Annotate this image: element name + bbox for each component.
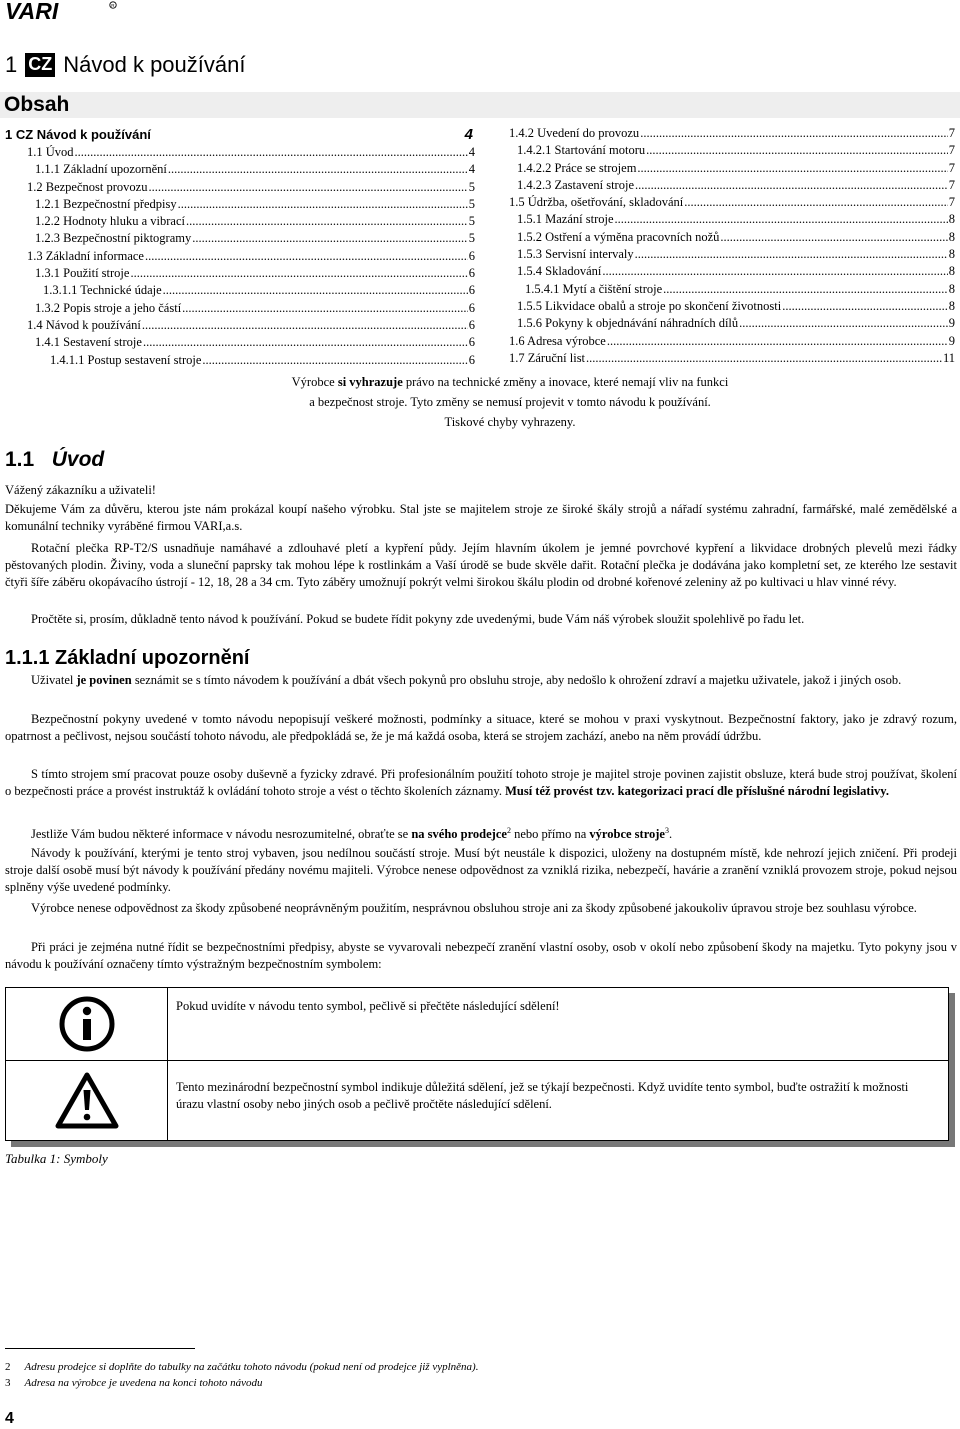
toc-leader-dots bbox=[637, 160, 947, 177]
toc-leader-dots bbox=[182, 300, 468, 317]
toc-entry-page: 6 bbox=[468, 266, 475, 281]
toc-leader-dots bbox=[646, 142, 948, 159]
toc-entry-page: 4 bbox=[468, 162, 475, 177]
toc-entry-title: 1.4.2.3 Zastavení stroje bbox=[517, 177, 634, 192]
toc-leader-dots bbox=[720, 229, 947, 246]
toc-entry[interactable] bbox=[5, 248, 475, 265]
toc-entry[interactable] bbox=[5, 230, 475, 247]
toc-entry-page: 8 bbox=[948, 229, 955, 244]
toc-leader-dots bbox=[607, 333, 948, 350]
toc-entry-page: 8 bbox=[948, 247, 955, 262]
toc-entry-page: 5 bbox=[468, 231, 475, 246]
table-caption: Tabulka 1: Symboly bbox=[5, 1151, 108, 1166]
toc-entry[interactable] bbox=[5, 265, 475, 282]
toc-leader-dots bbox=[178, 196, 468, 213]
toc-entry[interactable] bbox=[509, 246, 955, 263]
toc-entry-page: 8 bbox=[948, 298, 955, 313]
disclaimer-line-2: a bezpečnost stroje. Tyto změny se nemusí projevit v tomto návodu k používání. bbox=[309, 395, 711, 409]
toc-leader-dots bbox=[663, 281, 948, 298]
toc-leader-dots bbox=[586, 350, 942, 367]
symbols-table bbox=[5, 987, 949, 1141]
toc-entry-title: 1.2 Bezpečnost provozu bbox=[27, 179, 148, 194]
toc-entry-page: 7 bbox=[948, 143, 955, 158]
toc-entry-title: 1.5.6 Pokyny k objednávání náhradních dílů bbox=[517, 316, 739, 331]
toc-leader-dots bbox=[142, 317, 468, 334]
toc-entry[interactable] bbox=[509, 211, 955, 228]
toc-entry[interactable] bbox=[509, 160, 955, 177]
toc-leader-dots bbox=[143, 334, 468, 351]
paragraph: Jestliže Vám budou některé informace v návodu nesrozumitelné, obraťte se na svého prodejce$^2$ nebo přímo na výrobce stroje$^3$. bbox=[31, 826, 673, 842]
warning-icon bbox=[6, 1061, 168, 1140]
toc-head[interactable] bbox=[5, 125, 475, 144]
toc-entry-title: 1.5 Údržba, ošetřování, skladování bbox=[509, 195, 684, 210]
toc-entry-title: 1.4.2.1 Startování motoru bbox=[517, 143, 646, 158]
toc-head-title: 1 CZ Návod k používání bbox=[5, 126, 151, 142]
toc-entry[interactable] bbox=[509, 298, 955, 315]
toc-entry-page: 7 bbox=[948, 177, 955, 192]
toc-entry-title: 1.4 Návod k používání bbox=[27, 317, 141, 332]
toc-entry[interactable] bbox=[509, 315, 955, 332]
toc-entry-page: 8 bbox=[948, 281, 955, 296]
paragraph: Děkujeme Vám za důvěru, kterou jste nám prokázal koupí našeho výrobku. Stal jste se majitelem stroje ze široké škály strojů a nářadí systému zahradní, farmářské, malé zemědělské a komunální techniky vyráběné firmou VARI,a.s. bbox=[5, 502, 957, 533]
svg-text:R: R bbox=[111, 2, 115, 8]
toc-leader-dots bbox=[130, 265, 467, 282]
toc-entry[interactable] bbox=[509, 177, 955, 194]
toc-entry-title: 1.5.2 Ostření a výměna pracovních nožů bbox=[517, 229, 720, 244]
disclaimer-line-1: Výrobce si vyhrazuje právo na technické změny a inovace, které nemají vliv na funkci bbox=[291, 375, 729, 389]
toc-leader-dots bbox=[168, 161, 468, 178]
toc-entry-page: 5 bbox=[468, 179, 475, 194]
toc-entry[interactable] bbox=[509, 142, 955, 159]
toc-entry-page: 6 bbox=[468, 300, 475, 315]
toc-entry-title: 1.2.1 Bezpečnostní předpisy bbox=[35, 196, 177, 211]
toc-entry[interactable] bbox=[5, 161, 475, 178]
toc-entry-page: 8 bbox=[948, 264, 955, 279]
toc-entry-page: 6 bbox=[468, 283, 475, 298]
toc-leader-dots bbox=[602, 263, 947, 280]
paragraph: Bezpečnostní pokyny uvedené v tomto návodu nepopisují veškeré možnosti, podmínky a situace, které se mohou v praxi vyskytnout. Bezpečnostní faktory, jako je zdravý rozum, opatrnost a pečlivost, nejsou součástí tohoto návodu, ale předpokládá se, že je má každá osoba, která se strojem zachází, anebo na něm provádí údržbu. bbox=[5, 712, 957, 743]
section-heading-zakladni-upozorneni: 1.1.1 Základní upozornění bbox=[5, 647, 250, 669]
toc-entry-page: 6 bbox=[468, 248, 475, 263]
toc-entry[interactable] bbox=[5, 352, 475, 369]
paragraph: Rotační plečka RP-T2/S usnadňuje namáhavé a zdlouhavé pletí a kypření půdy. Jejím hlavním úkolem je jemné povrchové kypření a likvidace drobných plevelů mezi řádky pěstovaných plodin. Živiny, voda a sluneční paprsky tak mohou lépe k rostlinkám a Vaší úrodě se bude skvěle dařit. Rotační plečka je dodávána jako kompletní set, ze kterého lze sestavit čtyři šíře záběru okopávacího ústrojí - 12, 18, 28 a 34 cm. Tyto záběry umožnují pokrýt velmi širokou škálu plodin od drobné kořenové zeleniny až po kultivaci u hlav vinné révy. bbox=[5, 541, 957, 589]
toc-entry-page: 6 bbox=[468, 352, 475, 367]
toc-entry[interactable] bbox=[5, 144, 475, 161]
paragraph: S tímto strojem smí pracovat pouze osoby duševně a fyzicky zdravé. Při profesionálním použití tohoto stroje je majitel stroje povinen zajistit obsluze, která bude stroj používat, školení o bezpečnosti práce a provést instruktáž k ovládání tohoto stroje a vést o těchto školeních záznamy. Musí též provést tzv. kategorizaci prací dle příslušné národní legislativy. bbox=[5, 767, 957, 798]
greeting: Vážený zákazníku a uživateli! bbox=[5, 483, 156, 497]
toc-entry-title: 1.7 Záruční list bbox=[509, 350, 586, 365]
vari-logo-mark bbox=[5, 0, 117, 22]
disclaimer-line-3: Tiskové chyby vyhrazeny. bbox=[444, 415, 576, 429]
symbol-row bbox=[6, 1061, 948, 1140]
toc-entry[interactable] bbox=[5, 213, 475, 230]
toc-leader-dots bbox=[163, 282, 468, 299]
toc-entry[interactable] bbox=[5, 334, 475, 351]
toc-entry-title: 1.5.4.1 Mytí a čištění stroje bbox=[525, 281, 663, 296]
toc-leader-dots bbox=[75, 144, 468, 161]
toc-entry-page: 6 bbox=[468, 335, 475, 350]
footnote: 2 Adresu prodejce si doplňte do tabulky na začátku tohoto návodu (pokud není od prodejce již vyplněna). bbox=[5, 1361, 479, 1373]
toc-entry[interactable] bbox=[509, 125, 955, 142]
chapter-title: Návod k používání bbox=[63, 52, 246, 77]
footnote-divider bbox=[5, 1348, 195, 1349]
toc-left-column bbox=[5, 125, 475, 369]
toc-entry-page: 5 bbox=[468, 214, 475, 229]
toc-entry-title: 1.3.1.1 Technické údaje bbox=[43, 283, 162, 298]
toc-entry[interactable] bbox=[509, 281, 955, 298]
vari-logo bbox=[5, 0, 117, 22]
toc-entry-page: 6 bbox=[468, 317, 475, 332]
toc-entry-title: 1.5.4 Skladování bbox=[517, 264, 602, 279]
paragraph: Výrobce nenese odpovědnost za škody způsobené neoprávněným použitím, nesprávnou obsluhou stroje ani za škody způsobené jakoukoliv úpravou stroje bez souhlasu výrobce. bbox=[31, 901, 917, 915]
toc-entry-page: 7 bbox=[948, 160, 955, 175]
toc-leader-dots bbox=[782, 298, 948, 315]
toc-entry-title: 1.4.2.2 Práce se strojem bbox=[517, 160, 637, 175]
logo-text: VARI bbox=[5, 0, 59, 22]
chapter-heading bbox=[5, 52, 245, 78]
symbol-description: Tento mezinárodní bezpečnostní symbol indikuje důležitá sdělení, jež se týkají bezpečnosti. Když uvidíte tento symbol, buďte ostražití k možnosti úrazu vlastní osoby nebo jiných osob a pečlivě pročtěte následující sdělení. bbox=[176, 1080, 909, 1111]
toc-entry-page: 7 bbox=[948, 195, 955, 210]
page-number: 4 bbox=[5, 1410, 14, 1427]
toc-entry[interactable] bbox=[509, 333, 955, 350]
toc-entry[interactable] bbox=[5, 196, 475, 213]
toc-entry-title: 1.3 Základní informace bbox=[27, 248, 144, 263]
language-badge: CZ bbox=[25, 53, 55, 77]
paragraph: Pročtěte si, prosím, důkladně tento návod k používání. Pokud se budete řídit pokyny zde uvedenými, bude Vám náš výrobek sloužit spolehlivě po řadu let. bbox=[31, 612, 805, 626]
toc-entry-page: 9 bbox=[948, 316, 955, 331]
toc-entry-title: 1.2.3 Bezpečnostní piktogramy bbox=[35, 231, 192, 246]
toc-entry-title: 1.4.1 Sestavení stroje bbox=[35, 335, 142, 350]
toc-entry[interactable] bbox=[509, 350, 955, 367]
toc-entry-title: 1.1 Úvod bbox=[27, 145, 74, 159]
toc-entry-page: 5 bbox=[468, 196, 475, 211]
toc-entry-page: 11 bbox=[942, 350, 955, 365]
toc-leader-dots bbox=[635, 246, 948, 263]
toc-entry-page: 4 bbox=[468, 145, 475, 159]
toc-entry[interactable] bbox=[5, 300, 475, 317]
toc-entry-page: 9 bbox=[948, 333, 955, 348]
toc-entry-title: 1.5.3 Servisní intervaly bbox=[517, 247, 634, 262]
toc-entry-title: 1.3.2 Popis stroje a jeho částí bbox=[35, 300, 182, 315]
footnote: 3 Adresa na výrobce je uvedena na konci tohoto návodu bbox=[5, 1377, 263, 1389]
paragraph: Při práci je zejména nutné řídit se bezpečnostními předpisy, abyste se vyvarovali nebezpečí zranění vlastní osoby, osob v okolí nebo způsobení škody na majetku. Tyto pokyny jsou v návodu k používání označeny tímto výstražným bezpečnostním symbolem: bbox=[5, 940, 957, 971]
toc-leader-dots bbox=[739, 315, 948, 332]
toc-leader-dots bbox=[186, 213, 468, 230]
symbol-row bbox=[6, 988, 948, 1061]
toc-leader-dots bbox=[145, 248, 468, 265]
disclaimer bbox=[240, 372, 780, 432]
toc-leader-dots bbox=[202, 352, 467, 369]
toc-head-page: 4 bbox=[464, 125, 473, 143]
chapter-number: 1 bbox=[5, 52, 18, 77]
toc-entry[interactable] bbox=[509, 194, 955, 211]
toc-entry-title: 1.4.2 Uvedení do provozu bbox=[509, 126, 640, 140]
paragraph: Uživatel je povinen seznámit se s tímto návodem k používání a dbát všech pokynů pro obsluhu stroje, aby nedošlo k ohrožení zdraví a majetku uživatele, jakož i jiných osob. bbox=[31, 673, 902, 687]
paragraph: Návody k používání, kterými je tento stroj vybaven, jsou nedílnou součástí stroje. Musí být neustále k dispozici, uloženy na dostupném místě, kde nehrozí jejich zničení. Při prodeji stroje další osobě musí být návody k používání předány novému majiteli. Výrobce nenese odpovědnost za vzniklá rizika, nebezpečí, havárie a zranění vzniklá provozem stroje, pokud nejsou splněny výše uvedené podmínky. bbox=[5, 846, 957, 894]
toc-entry[interactable] bbox=[5, 317, 475, 334]
toc-leader-dots bbox=[684, 194, 947, 211]
toc-entry-title: 1.1.1 Základní upozornění bbox=[35, 162, 167, 177]
toc-entry[interactable] bbox=[509, 263, 955, 280]
toc-entry-title: 1.3.1 Použití stroje bbox=[35, 266, 130, 281]
toc-entry[interactable] bbox=[5, 282, 475, 299]
contents-title: Obsah bbox=[0, 92, 960, 118]
toc-leader-dots bbox=[148, 179, 467, 196]
toc-leader-dots bbox=[615, 211, 948, 228]
toc-entry-title: 1.4.1.1 Postup sestavení stroje bbox=[50, 352, 202, 367]
section-heading-uvod: 1.1 Úvod bbox=[5, 448, 105, 471]
toc-entry[interactable] bbox=[509, 229, 955, 246]
toc-leader-dots bbox=[640, 125, 948, 142]
toc-leader-dots bbox=[635, 177, 948, 194]
toc-entry-page: 7 bbox=[948, 126, 955, 140]
toc-entry[interactable] bbox=[5, 179, 475, 196]
toc-entry-page: 8 bbox=[948, 212, 955, 227]
info-icon bbox=[6, 988, 168, 1060]
toc-right-column bbox=[509, 125, 955, 367]
toc-entry-title: 1.5.1 Mazání stroje bbox=[517, 212, 614, 227]
toc-entry-title: 1.5.5 Likvidace obalů a stroje po skončení životnosti bbox=[517, 298, 782, 313]
symbol-description: Pokud uvidíte v návodu tento symbol, pečlivě si přečtěte následující sdělení! bbox=[176, 999, 560, 1013]
toc-leader-dots bbox=[192, 230, 468, 247]
toc-entry-title: 1.2.2 Hodnoty hluku a vibrací bbox=[35, 214, 185, 229]
toc-entry-title: 1.6 Adresa výrobce bbox=[509, 333, 606, 348]
